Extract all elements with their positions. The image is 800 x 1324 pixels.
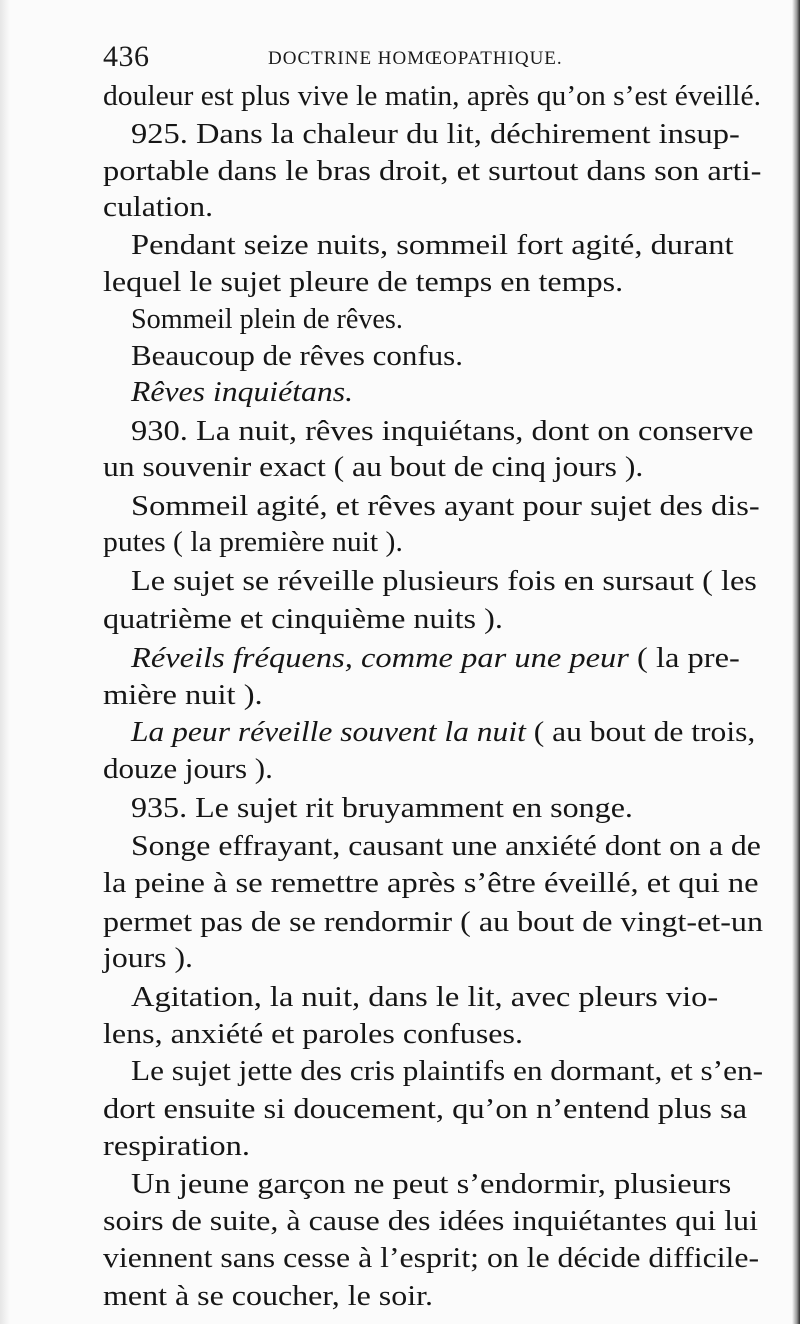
italic-text-segment: La peur réveille souvent la nuit <box>131 716 526 748</box>
text-segment: soirs de suite, à cause des idées inquiétantes qui lui <box>103 1205 758 1237</box>
text-segment: 935. Le sujet rit bruyamment en songe. <box>131 792 633 824</box>
text-line <box>103 1016 523 1052</box>
text-line <box>103 1128 250 1164</box>
text-segment: portable dans le bras droit, et surtout dans son arti- <box>103 155 762 187</box>
italic-text-segment: Rêves inquiétans. <box>131 376 354 408</box>
text-line <box>103 78 761 114</box>
text-line <box>131 828 761 864</box>
text-segment: Un jeune garçon ne peut s’endormir, plusieurs <box>131 1168 732 1200</box>
text-line <box>103 904 763 940</box>
text-segment: douze jours ). <box>103 753 273 785</box>
text-segment: lens, anxiété et paroles confuses. <box>103 1018 524 1050</box>
text-segment: culation. <box>103 191 214 223</box>
text-line <box>103 449 643 485</box>
italic-text-segment: Réveils fréquens, comme par une peur <box>131 642 629 674</box>
text-segment: lequel le sujet pleure de temps en temps. <box>103 266 624 298</box>
text-segment: Pendant seize nuits, sommeil fort agité, durant <box>131 229 734 261</box>
text-segment: douleur est plus vive le matin, après qu’on s’est éveillé. <box>103 80 761 112</box>
text-line <box>103 153 761 189</box>
text-line <box>131 374 353 410</box>
text-line <box>131 790 633 826</box>
text-line <box>131 979 718 1015</box>
text-segment: Sommeil plein de rêves. <box>131 303 403 335</box>
text-segment: ( au bout de trois, <box>525 716 756 748</box>
text-line <box>103 601 503 637</box>
text-segment: 925. Dans la chaleur du lit, déchirement insup- <box>131 118 740 150</box>
text-segment: la peine à se remettre après s’être éveillé, et qui ne <box>103 867 759 899</box>
text-line <box>103 1240 759 1276</box>
text-line <box>131 116 740 152</box>
text-line <box>103 940 193 976</box>
text-segment: permet pas de se rendormir ( au bout de vingt-et-un <box>103 906 763 938</box>
text-line <box>131 1053 763 1089</box>
text-segment: ( la pre- <box>628 642 740 674</box>
text-line <box>103 189 213 225</box>
text-segment: un souvenir exact ( au bout de cinq jours ). <box>103 451 644 483</box>
text-segment: viennent sans cesse à l’esprit; on le décide difficile- <box>103 1242 760 1274</box>
text-segment: quatrième et cinquième nuits ). <box>103 603 503 635</box>
text-line <box>131 640 740 676</box>
text-segment: Le sujet se réveille plusieurs fois en sursaut ( les <box>131 565 757 597</box>
text-line <box>103 865 759 901</box>
text-segment: Sommeil agité, et rêves ayant pour sujet des dis- <box>131 490 760 522</box>
text-line <box>131 1166 731 1202</box>
text-segment: Songe effrayant, causant une anxiété dont on a de <box>131 830 761 862</box>
text-segment: respiration. <box>103 1130 251 1162</box>
text-line <box>131 227 734 263</box>
text-line <box>103 1091 747 1127</box>
text-line <box>131 301 403 337</box>
page-header <box>103 40 763 80</box>
text-line <box>131 563 757 599</box>
text-segment: mière nuit ). <box>103 679 263 711</box>
text-line <box>131 413 753 449</box>
text-segment: Agitation, la nuit, dans le lit, avec pleurs vio- <box>131 981 719 1013</box>
text-segment: Le sujet jette des cris plaintifs en dormant, et s’en- <box>131 1055 763 1087</box>
text-line <box>131 714 755 750</box>
text-line <box>103 751 273 787</box>
running-title: DOCTRINE HOMŒOPATHIQUE. <box>268 48 563 69</box>
text-segment: 930. La nuit, rêves inquiétans, dont on conserve <box>131 415 754 447</box>
text-line <box>103 524 403 560</box>
text-line <box>103 1203 758 1239</box>
text-segment: Beaucoup de rêves confus. <box>131 340 463 372</box>
text-line <box>103 264 623 300</box>
text-segment: putes ( la première nuit ). <box>103 526 403 558</box>
text-segment: ment à se coucher, le soir. <box>103 1280 434 1312</box>
text-segment: jours ). <box>103 942 193 974</box>
text-line <box>103 1278 433 1314</box>
text-line <box>131 338 463 374</box>
text-line <box>131 488 760 524</box>
text-segment: dort ensuite si doucement, qu’on n’entend plus sa <box>103 1093 748 1125</box>
page-number: 436 <box>103 40 150 73</box>
text-line <box>103 677 263 713</box>
